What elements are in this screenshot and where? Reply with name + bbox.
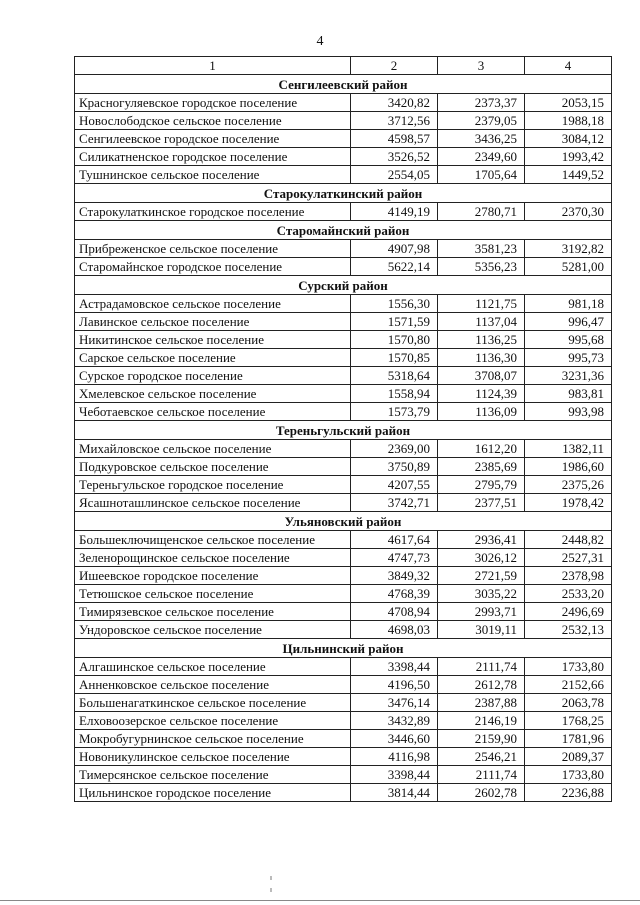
- value-cell: 1986,60: [525, 458, 612, 476]
- value-cell: 4598,57: [351, 130, 438, 148]
- value-cell: 995,68: [525, 331, 612, 349]
- value-cell: 3432,89: [351, 712, 438, 730]
- settlement-name-cell: Сарское сельское поселение: [75, 349, 351, 367]
- table-row: [75, 494, 612, 512]
- table-row: [75, 694, 612, 712]
- value-cell: 1136,25: [438, 331, 525, 349]
- table-row: [75, 658, 612, 676]
- settlement-name-cell: Михайловское сельское поселение: [75, 440, 351, 458]
- table-row: [75, 549, 612, 567]
- value-cell: 5281,00: [525, 258, 612, 276]
- value-cell: 3750,89: [351, 458, 438, 476]
- settlement-name-cell: Лавинское сельское поселение: [75, 313, 351, 331]
- value-cell: 1570,80: [351, 331, 438, 349]
- value-cell: 4747,73: [351, 549, 438, 567]
- value-cell: 4207,55: [351, 476, 438, 494]
- table-row: [75, 403, 612, 421]
- value-cell: 1121,75: [438, 295, 525, 313]
- value-cell: 4149,19: [351, 203, 438, 221]
- value-cell: 3526,52: [351, 148, 438, 166]
- value-cell: 3446,60: [351, 730, 438, 748]
- value-cell: 3084,12: [525, 130, 612, 148]
- value-cell: 3849,32: [351, 567, 438, 585]
- value-cell: 3708,07: [438, 367, 525, 385]
- table-row: [75, 385, 612, 403]
- table-row: [75, 130, 612, 148]
- settlement-name-cell: Подкуровское сельское поселение: [75, 458, 351, 476]
- settlement-name-cell: Силикатненское городское поселение: [75, 148, 351, 166]
- value-cell: 2721,59: [438, 567, 525, 585]
- value-cell: 2780,71: [438, 203, 525, 221]
- value-cell: 2063,78: [525, 694, 612, 712]
- value-cell: 2546,21: [438, 748, 525, 766]
- table-row: [75, 712, 612, 730]
- table-row: [75, 784, 612, 802]
- table-row: [75, 148, 612, 166]
- settlement-name-cell: Ясашноташлинское сельское поселение: [75, 494, 351, 512]
- table-body: [75, 75, 612, 802]
- value-cell: 2554,05: [351, 166, 438, 184]
- value-cell: 1571,59: [351, 313, 438, 331]
- value-cell: 1781,96: [525, 730, 612, 748]
- table-row: [75, 531, 612, 549]
- settlement-name-cell: Большенагаткинское сельское поселение: [75, 694, 351, 712]
- scan-mark: [270, 876, 272, 880]
- value-cell: 2387,88: [438, 694, 525, 712]
- value-cell: 5318,64: [351, 367, 438, 385]
- column-header: 4: [525, 57, 612, 75]
- settlement-name-cell: Анненковское сельское поселение: [75, 676, 351, 694]
- value-cell: 1612,20: [438, 440, 525, 458]
- value-cell: 1556,30: [351, 295, 438, 313]
- value-cell: 1993,42: [525, 148, 612, 166]
- table-row: [75, 440, 612, 458]
- value-cell: 1124,39: [438, 385, 525, 403]
- settlement-name-cell: Новоникулинское сельское поселение: [75, 748, 351, 766]
- value-cell: 1558,94: [351, 385, 438, 403]
- district-heading-row: [75, 75, 612, 94]
- value-cell: 2152,66: [525, 676, 612, 694]
- settlement-name-cell: Сенгилеевское городское поселение: [75, 130, 351, 148]
- table-row: [75, 748, 612, 766]
- value-cell: 2936,41: [438, 531, 525, 549]
- value-cell: 1705,64: [438, 166, 525, 184]
- settlement-name-cell: Хмелевское сельское поселение: [75, 385, 351, 403]
- settlement-name-cell: Зеленорощинское сельское поселение: [75, 549, 351, 567]
- value-cell: 4698,03: [351, 621, 438, 639]
- table-row: [75, 203, 612, 221]
- value-cell: 983,81: [525, 385, 612, 403]
- value-cell: 2533,20: [525, 585, 612, 603]
- table-row: [75, 730, 612, 748]
- table-row: [75, 295, 612, 313]
- settlement-name-cell: Старомайнское городское поселение: [75, 258, 351, 276]
- value-cell: 2385,69: [438, 458, 525, 476]
- value-cell: 1988,18: [525, 112, 612, 130]
- settlement-name-cell: Красногуляевское городское поселение: [75, 94, 351, 112]
- value-cell: 2159,90: [438, 730, 525, 748]
- district-heading: Цильнинский район: [75, 639, 612, 658]
- data-table: [74, 56, 612, 802]
- page-edge-line: [0, 900, 640, 901]
- value-cell: 2111,74: [438, 766, 525, 784]
- value-cell: 2373,37: [438, 94, 525, 112]
- table-row: [75, 94, 612, 112]
- value-cell: 3231,36: [525, 367, 612, 385]
- value-cell: 3398,44: [351, 766, 438, 784]
- settlement-name-cell: Сурское городское поселение: [75, 367, 351, 385]
- value-cell: 2379,05: [438, 112, 525, 130]
- table-row: [75, 766, 612, 784]
- value-cell: 2602,78: [438, 784, 525, 802]
- column-header: 3: [438, 57, 525, 75]
- table-row: [75, 240, 612, 258]
- settlement-name-cell: Астрадамовское сельское поселение: [75, 295, 351, 313]
- value-cell: 3436,25: [438, 130, 525, 148]
- value-cell: 1137,04: [438, 313, 525, 331]
- table-row: [75, 476, 612, 494]
- table-row: [75, 313, 612, 331]
- value-cell: 3192,82: [525, 240, 612, 258]
- value-cell: 2111,74: [438, 658, 525, 676]
- page-number: 4: [316, 34, 324, 49]
- value-cell: 2496,69: [525, 603, 612, 621]
- value-cell: 2532,13: [525, 621, 612, 639]
- scan-mark: [270, 888, 272, 892]
- settlement-name-cell: Тушнинское сельское поселение: [75, 166, 351, 184]
- district-heading-row: [75, 184, 612, 203]
- value-cell: 3814,44: [351, 784, 438, 802]
- value-cell: 3476,14: [351, 694, 438, 712]
- settlement-name-cell: Алгашинское сельское поселение: [75, 658, 351, 676]
- value-cell: 3035,22: [438, 585, 525, 603]
- value-cell: 981,18: [525, 295, 612, 313]
- value-cell: 1573,79: [351, 403, 438, 421]
- district-heading: Старомайнский район: [75, 221, 612, 240]
- table-row: [75, 258, 612, 276]
- value-cell: 1136,09: [438, 403, 525, 421]
- value-cell: 2375,26: [525, 476, 612, 494]
- settlement-name-cell: Тимерсянское сельское поселение: [75, 766, 351, 784]
- value-cell: 4768,39: [351, 585, 438, 603]
- table-row: [75, 349, 612, 367]
- table-row: [75, 603, 612, 621]
- value-cell: 1768,25: [525, 712, 612, 730]
- settlement-name-cell: Ундоровское сельское поселение: [75, 621, 351, 639]
- value-cell: 2993,71: [438, 603, 525, 621]
- value-cell: 1733,80: [525, 658, 612, 676]
- settlement-name-cell: Цильнинское городское поселение: [75, 784, 351, 802]
- value-cell: 3742,71: [351, 494, 438, 512]
- settlement-name-cell: Большеключищенское сельское поселение: [75, 531, 351, 549]
- value-cell: 1382,11: [525, 440, 612, 458]
- value-cell: 4196,50: [351, 676, 438, 694]
- settlement-name-cell: Мокробугурнинское сельское поселение: [75, 730, 351, 748]
- value-cell: 4907,98: [351, 240, 438, 258]
- table-row: [75, 676, 612, 694]
- district-heading-row: [75, 639, 612, 658]
- district-heading: Тереньгульский район: [75, 421, 612, 440]
- value-cell: 2146,19: [438, 712, 525, 730]
- table-row: [75, 331, 612, 349]
- district-heading: Сенгилеевский район: [75, 75, 612, 94]
- value-cell: 3420,82: [351, 94, 438, 112]
- value-cell: 2349,60: [438, 148, 525, 166]
- settlement-name-cell: Новослободское сельское поселение: [75, 112, 351, 130]
- settlement-name-cell: Старокулаткинское городское поселение: [75, 203, 351, 221]
- settlement-name-cell: Тереньгульское городское поселение: [75, 476, 351, 494]
- value-cell: 996,47: [525, 313, 612, 331]
- value-cell: 3019,11: [438, 621, 525, 639]
- district-heading: Старокулаткинский район: [75, 184, 612, 203]
- district-heading-row: [75, 276, 612, 295]
- value-cell: 2378,98: [525, 567, 612, 585]
- value-cell: 993,98: [525, 403, 612, 421]
- value-cell: 2236,88: [525, 784, 612, 802]
- value-cell: 2370,30: [525, 203, 612, 221]
- district-heading-row: [75, 512, 612, 531]
- value-cell: 2448,82: [525, 531, 612, 549]
- value-cell: 4708,94: [351, 603, 438, 621]
- value-cell: 3398,44: [351, 658, 438, 676]
- column-header: 2: [351, 57, 438, 75]
- value-cell: 2369,00: [351, 440, 438, 458]
- value-cell: 2053,15: [525, 94, 612, 112]
- settlement-name-cell: Ишеевское городское поселение: [75, 567, 351, 585]
- header-row: [75, 57, 612, 75]
- value-cell: 1978,42: [525, 494, 612, 512]
- settlement-name-cell: Тетюшское сельское поселение: [75, 585, 351, 603]
- table-row: [75, 112, 612, 130]
- settlement-name-cell: Елховоозерское сельское поселение: [75, 712, 351, 730]
- value-cell: 2377,51: [438, 494, 525, 512]
- value-cell: 2795,79: [438, 476, 525, 494]
- value-cell: 2089,37: [525, 748, 612, 766]
- value-cell: 1449,52: [525, 166, 612, 184]
- district-heading-row: [75, 421, 612, 440]
- value-cell: 3581,23: [438, 240, 525, 258]
- settlement-name-cell: Тимирязевское сельское поселение: [75, 603, 351, 621]
- table-row: [75, 367, 612, 385]
- value-cell: 1733,80: [525, 766, 612, 784]
- table-row: [75, 621, 612, 639]
- table-row: [75, 166, 612, 184]
- table-row: [75, 585, 612, 603]
- district-heading: Сурский район: [75, 276, 612, 295]
- value-cell: 4617,64: [351, 531, 438, 549]
- value-cell: 3026,12: [438, 549, 525, 567]
- value-cell: 5356,23: [438, 258, 525, 276]
- value-cell: 3712,56: [351, 112, 438, 130]
- value-cell: 5622,14: [351, 258, 438, 276]
- settlement-name-cell: Никитинское сельское поселение: [75, 331, 351, 349]
- table-row: [75, 458, 612, 476]
- settlement-name-cell: Чеботаевское сельское поселение: [75, 403, 351, 421]
- value-cell: 1136,30: [438, 349, 525, 367]
- value-cell: 2612,78: [438, 676, 525, 694]
- district-heading-row: [75, 221, 612, 240]
- settlement-name-cell: Прибреженское сельское поселение: [75, 240, 351, 258]
- column-header: 1: [75, 57, 351, 75]
- value-cell: 995,73: [525, 349, 612, 367]
- value-cell: 1570,85: [351, 349, 438, 367]
- value-cell: 4116,98: [351, 748, 438, 766]
- value-cell: 2527,31: [525, 549, 612, 567]
- district-heading: Ульяновский район: [75, 512, 612, 531]
- table-row: [75, 567, 612, 585]
